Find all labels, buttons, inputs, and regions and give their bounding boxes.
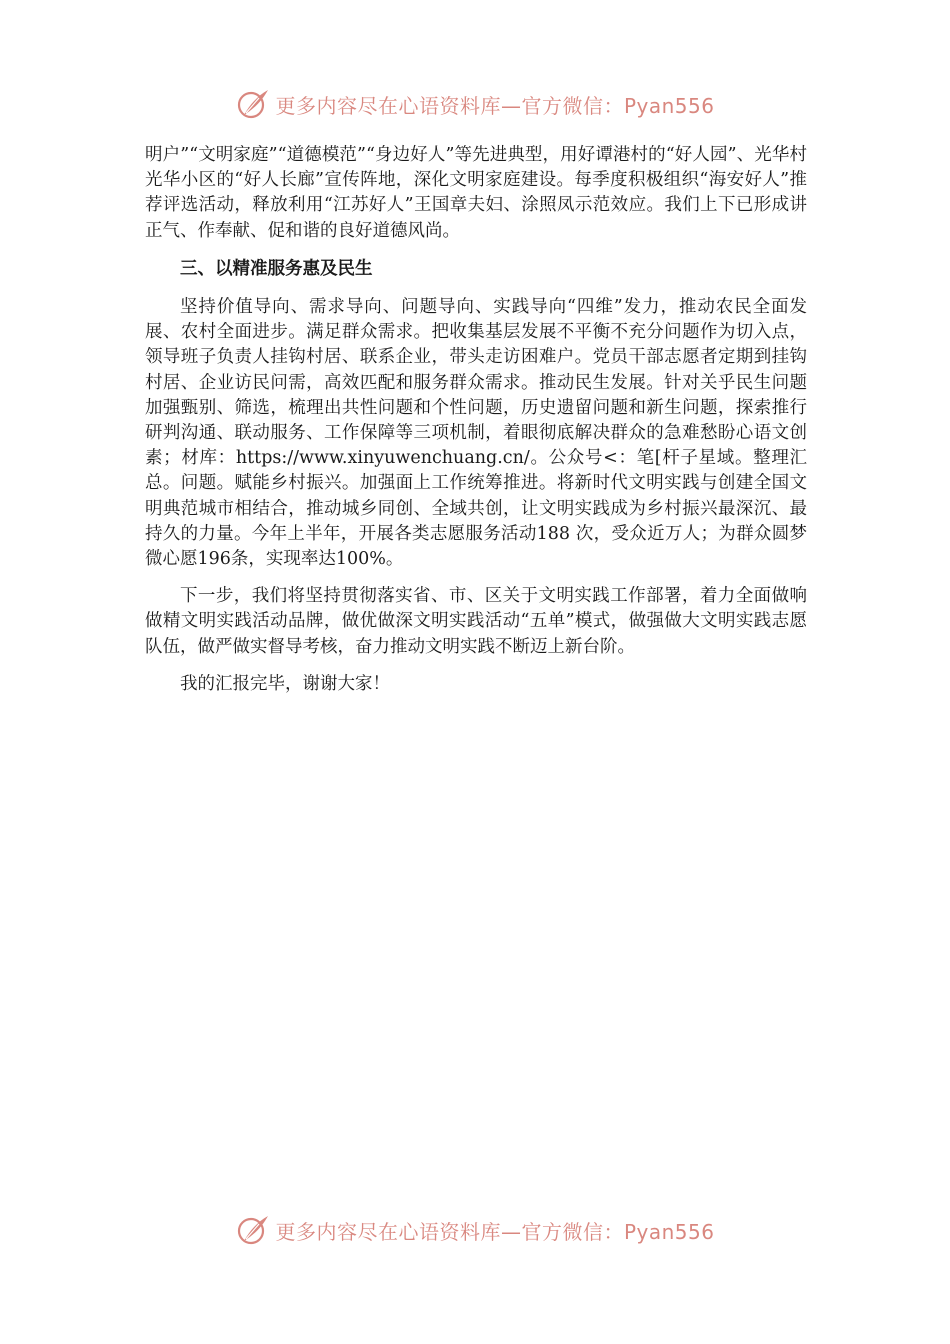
section-heading-3: 三、以精准服务惠及民生 bbox=[180, 258, 373, 279]
paragraph-civic-models: 明户”“文明家庭”“道德模范”“身边好人”等先进典型，用好谭港村的“好人园”、光华村光华小区的“好人长廊”宣传阵地，深化文明家庭建设。每季度积极组织“海安好人”推荐评选活动，释放利用“江苏好人”王国章夫妇、涂照凤示范效应。我们上下已形成讲正气、作奉献、促和谐的良好道德风尚。 bbox=[145, 145, 807, 241]
paragraph-next-steps: 下一步，我们将坚持贯彻落实省、市、区关于文明实践工作部署，着力全面做响做精文明实践活动品牌，做优做深文明实践活动“五单”模式，做强做大文明实践志愿队伍，做严做实督导考核，奋力推动文明实践不断迈上新台阶。 bbox=[145, 586, 807, 657]
footer-banner-text: 更多内容尽在心语资料库—官方微信：Pyan556 bbox=[275, 1219, 715, 1244]
quill-pen-logo-icon bbox=[235, 86, 271, 122]
paragraph-closing: 我的汇报完毕，谢谢大家！ bbox=[180, 673, 390, 694]
header-banner-text: 更多内容尽在心语资料库—官方微信：Pyan556 bbox=[275, 93, 715, 118]
paragraph-precise-service: 坚持价值导向、需求导向、问题导向、实践导向“四维”发力，推动农民全面发展、农村全面进步。满足群众需求。把收集基层发展不平衡不充分问题作为切入点，领导班子负责人挂钩村居、联系企业，带头走访困难户。党员干部志愿者定期到挂钩村居、企业访民问需，高效匹配和服务群众需求。推动民生发展。针对关乎民生问题加强甄别、筛选，梳理出共性问题和个性问题，历史遗留问题和新生问题，探索推行研判沟通、联动服务、工作保障等三项机制，着眼彻底解决群众的急难愁盼心语文创素；材库：https://www.xinyuwenchuang.cn/。公众号<：笔[杆子星域。整理汇总。问题。赋能乡村振兴。加强面上工作统筹推进。将新时代文明实践与创建全国文明典范城市相结合，推动城乡同创、全域共创，让文明实践成为乡村振兴最深沉、最持久的力量。今年上半年，开展各类志愿服务活动188 次，受众近万人；为群众圆梦微心愿196条，实现率达100%。 bbox=[145, 297, 807, 570]
header-banner bbox=[0, 84, 950, 124]
footer-banner bbox=[0, 1210, 950, 1250]
quill-pen-logo-icon bbox=[235, 1212, 271, 1248]
document-body bbox=[145, 143, 807, 709]
